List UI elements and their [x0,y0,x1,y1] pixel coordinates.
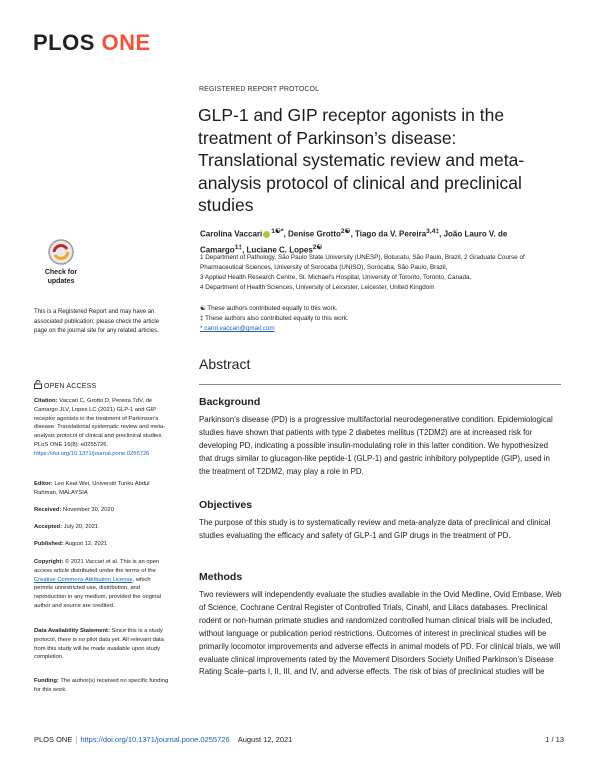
badge-line: updates [47,277,75,285]
journal-logo[interactable] [33,30,151,56]
author-name[interactable]: Luciane C. Lopes [246,245,313,255]
accepted-block [34,523,170,532]
citation-label: Citation: [34,398,58,404]
open-access-text: OPEN ACCESS [44,383,97,390]
footer-doi-link[interactable]: https://doi.org/10.1371/journal.pone.0255726 [80,735,230,744]
author-name[interactable]: João Lauro V. de Camargo [200,229,508,255]
article-type: REGISTERED REPORT PROTOCOL [199,86,320,93]
accepted-date: July 20, 2021 [63,524,99,530]
objectives-heading: Objectives [199,499,253,511]
published-label: Published: [34,541,64,547]
methods-heading: Methods [199,571,243,583]
open-access-label [34,380,96,390]
affiliation-line: 1 Department of Pathology, São Paulo State University (UNESP), Botucatu, São Paulo, Brazil, 2 Graduate Course of Pharmaceutical Sciences, University of Sorocaba (UNISO), Sorocaba, São Paulo, Brazil, [200,254,525,271]
funding-label: Funding: [34,678,59,684]
abstract-divider [199,384,561,385]
open-lock-icon [34,380,42,389]
author-sup: 3,4‡ [426,228,440,235]
copyright-label: Copyright: [34,559,64,565]
editor-block [34,480,170,498]
objectives-paragraph: The purpose of this study is to systematically review and meta-analyze data of preclinical and clinical studies evaluating the efficacy and safety of GLP-1 and GIP drugs in the treatment of PD. [199,518,551,540]
author-sup: 2☯ [340,228,351,235]
author-sup: 1☯* [271,228,284,235]
funding-block [34,677,170,695]
logo-one: ONE [101,30,151,55]
data-availability-label: Data Availability Statement: [34,628,110,634]
editor-label: Editor: [34,481,53,487]
equal-contribution-note: ‡ These authors also contributed equally to this work. [200,315,349,322]
copyright-text: © 2021 Vaccari et al. This is an open access article distributed under the terms of the [34,559,160,574]
data-availability-block [34,627,170,662]
author-notes [200,304,560,334]
corresponding-email-link[interactable]: * carol.vaccari@gmail.com [200,325,275,332]
copyright-text-2: , which permits unrestricted use, distribution, and reproduction in any medium, provided the original author and source are credited. [34,576,161,609]
registered-report-note: This is a Registered Report and may have an associated publication; please check the article page on the journal site for any related articles. [34,309,160,335]
equal-contribution-note: ☯ These authors contributed equally to this work. [200,305,338,312]
received-date: November 30, 2020 [63,507,114,513]
author-list: Carolina Vaccari $^{1☯*}$, Denise Grotto$^{2☯}$, Tiago da V. Pereira$^{3,4\ddagger}$, João Lauro V. de Camargo$^{1\ddagger}$, Luciane C. Lopes$^{2☯}$ [200,228,508,255]
copyright-block [34,558,170,611]
footer-date: August 12, 2021 [237,735,293,744]
received-label: Received: [34,507,62,513]
background-paragraph: Parkinson’s disease (PD) is a progressive multifactorial neurodegenerative condition. Epidemiological studies have shown that patients with type 2 diabetes mellitus (T2DM2) are at increased risk for developing PD, indicating a possible insulin-modulating role in this latter condition. We hypothesized that drugs similar to glucagon-like peptide-1 (GLP-1) and gastric inhibitory polypeptide (GIP), used in the treatment of T2DM2, may play a role in PD. [199,415,553,476]
citation-text: Vaccari C, Grotto D, Pereira TdV, de Camargo JLV, Lopes LC (2021) GLP-1 and GIP receptor agonists in the treatment of Parkinson’s disease: Translational systematic review and meta-analysis protocol of clinical and preclinical studies. PLoS ONE 16(8): e0255726. [34,398,166,448]
accepted-label: Accepted: [34,524,63,530]
citation-doi-link[interactable]: https://doi.org/10.1371/journal.pone.0255726 [34,450,150,457]
editor-text: Leo Keat Wei, Universiti Tunku Abdul Rahman, MALAYSIA [34,481,150,496]
badge-line: Check for [44,269,78,276]
abstract-heading: Abstract [199,356,251,372]
affiliation-line: 4 Department of Health Sciences, University of Leicester, Leicester, United Kingdom [200,284,435,291]
check-for-updates-badge[interactable] [34,238,88,294]
orcid-icon[interactable] [263,231,270,238]
author-name[interactable]: Denise Grotto [287,229,341,239]
license-link[interactable]: Creative Commons Attribution License [34,576,133,583]
page-number: 1 / 13 [545,735,564,744]
affiliation-line: 3 Applied Health Research Centre, St. Michael’s Hospital, University of Toronto, Toronto, Canada, [200,274,472,281]
affiliations [200,253,560,293]
author-sup: 1‡ [234,243,243,251]
methods-paragraph: Two reviewers will independently evaluate the studies available in the Ovid Medline, Ovid Embase, Web of Science, Cochrane Central Register of Controlled Trials, Cinahl, and Lilacs databases. Preclinical rodent or non-human primate studies and randomized controlled human clinical trials will be included, without language or publication period restrictions. Outcomes of interest in preclinical studies will be primarily locomotor improvements and adverse effects in animal models of PD. For clinical trials, we will evaluate clinical improvements rated by the Movement Disorders Society Unified Parkinson’s Disease Rating Scale–parts I, II, III, and IV, and adverse effects. The risk of bias of preclinical studies will be [199,590,562,677]
article-title: GLP-1 and GIP receptor agonists in the treatment of Parkinson’s disease: Translational systematic review and meta-analysis protocol of clinical and preclinical studies [198,105,525,215]
published-block [34,540,170,549]
author-name[interactable]: Carolina Vaccari [200,229,263,239]
funding-text: The author(s) received no specific funding for this work. [34,678,169,693]
author-sup: 2☯ [312,243,323,251]
page-footer: PLOS ONE | https://doi.org/10.1371/journal.pone.0255726 August 12, 2021 1 / 13 [34,735,564,744]
logo-plos: PLOS [33,30,95,55]
received-block [34,506,170,515]
author-name[interactable]: Tiago da V. Pereira [355,229,427,239]
published-date: August 12, 2021 [64,541,108,547]
citation-block [34,397,170,459]
data-availability-text: Since this is a study protocol, there is no pilot data yet. All relevant data from this study will be made available upon study completion. [34,628,164,661]
footer-journal: PLOS ONE [34,735,73,744]
background-heading: Background [199,396,261,408]
